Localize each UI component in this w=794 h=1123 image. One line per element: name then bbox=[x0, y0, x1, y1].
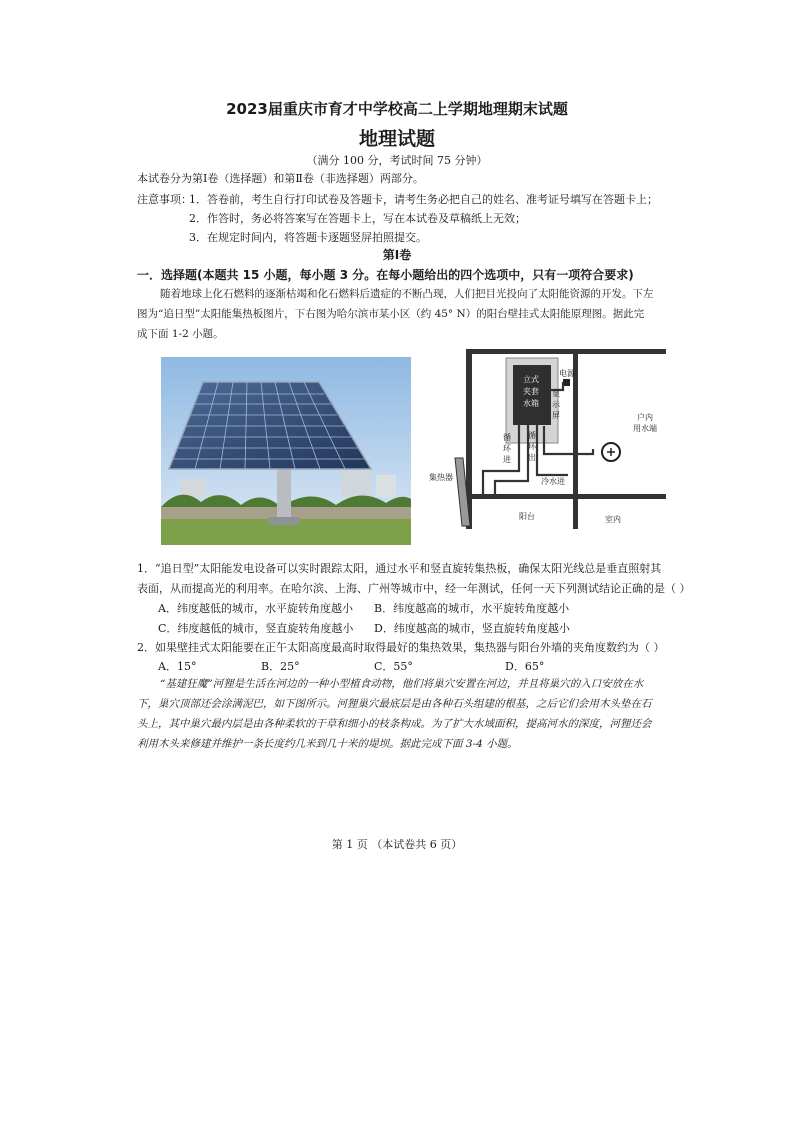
question-stem: 1．“追日型”太阳能发电设备可以实时跟踪太阳，通过水平和竖直旋转集热板，确保太阳光线总是垂直照射其 bbox=[137, 562, 662, 575]
circulation-out-label: 循 环 出 bbox=[528, 431, 536, 462]
option-a: A．15° bbox=[158, 660, 197, 673]
note-item: 2．作答时，务必将答案写在答题卡上，写在本试卷及草稿纸上无效； bbox=[189, 212, 526, 225]
composition-text: 本试卷分为第Ⅰ卷（选择题）和第Ⅱ卷（非选择题）两部分。 bbox=[137, 172, 424, 185]
cold-water-in-label: 冷水进 bbox=[541, 477, 565, 486]
passage1-line: 随着地球上化石燃料的逐渐枯竭和化石燃料后遗症的不断凸现，人们把目光投向了太阳能资源的开发。下左 bbox=[160, 288, 654, 300]
section-title: 一．选择题(本题共 15 小题，每小题 3 分。在每小题给出的四个选项中，只有一项符合要求) bbox=[137, 268, 634, 282]
exam-meta: （满分 100 分，考试时间 75 分钟） bbox=[306, 154, 488, 167]
option-d: D．65° bbox=[505, 660, 545, 673]
passage2-line: 利用木头来修建并维护一条长度约几米到几十米的堤坝。据此完成下面 3-4 小题。 bbox=[137, 738, 518, 750]
solar-panel-photo bbox=[161, 357, 411, 545]
option-b: B．纬度越高的城市，水平旋转角度越小 bbox=[374, 602, 570, 615]
exam-subtitle: 地理试题 bbox=[358, 128, 435, 150]
power-label: 电源 bbox=[559, 369, 575, 378]
option-c: C．55° bbox=[374, 660, 413, 673]
option-b: B．25° bbox=[261, 660, 300, 673]
collector-label: 集热器 bbox=[429, 473, 453, 482]
exam-title: 2023届重庆市育才中学校高二上学期地理期末试题 bbox=[226, 100, 568, 118]
heater-label: 立式 夹套 水箱 bbox=[523, 375, 539, 408]
option-c: C．纬度越低的城市，竖直旋转角度越小 bbox=[158, 622, 354, 635]
part-label: 第Ⅰ卷 bbox=[382, 248, 412, 262]
option-d: D．纬度越高的城市，竖直旋转角度越小 bbox=[374, 622, 570, 635]
circulation-in-label: 循 环 进 bbox=[503, 433, 511, 464]
option-a: A．纬度越低的城市，水平旋转角度越小 bbox=[158, 602, 353, 615]
balcony-label: 阳台 bbox=[519, 512, 535, 521]
passage1-line: 成下面 1-2 小题。 bbox=[137, 328, 224, 340]
question-stem: 表面，从而提高光的利用率。在哈尔滨、上海、广州等城市中，经一年测试，任何一天下列测试结论正确的是（ ） bbox=[137, 582, 691, 595]
question-stem: 2．如果壁挂式太阳能要在正午太阳高度最高时取得最好的集热效果，集热器与阳台外墙的夹角度数约为（ ） bbox=[137, 641, 665, 654]
passage2-line: “基建狂魔”河狸是生活在河边的一种小型植食动物，他们将巢穴安置在河边，并且将巢穴的入口安放在水 bbox=[160, 678, 644, 690]
page-footer: 第 1 页 （本试卷共 6 页） bbox=[331, 838, 463, 851]
solar-heater-diagram bbox=[429, 346, 671, 534]
passage2-line: 头上，其中巢穴最内层是由各种柔软的干草和细小的枝条构成。为了扩大水域面积，提高河水的深度，河狸还会 bbox=[137, 718, 652, 730]
passage2-line: 下，巢穴顶部还会涂满泥巴，如下图所示。河狸巢穴最底层是由各种石头组建的根基，之后它们会用木头垫在石 bbox=[137, 698, 652, 710]
notes-label: 注意事项： bbox=[137, 193, 192, 206]
passage1-line: 图为“追日型”太阳能集热板图片，下右图为哈尔滨市某小区（约 45° N）的阳台壁挂式太阳能原理图。据此完 bbox=[137, 308, 645, 320]
note-item: 1．答卷前，考生自行打印试卷及答题卡，请考生务必把自己的姓名、准考证号填写在答题卡上； bbox=[189, 193, 658, 206]
display-label: 显 示 屏 bbox=[552, 389, 560, 420]
indoor-label: 室内 bbox=[605, 515, 621, 524]
indoor-use-label: 户内 用水端 bbox=[633, 413, 657, 433]
note-item: 3．在规定时间内，将答题卡逐题竖屏拍照提交。 bbox=[189, 231, 427, 244]
